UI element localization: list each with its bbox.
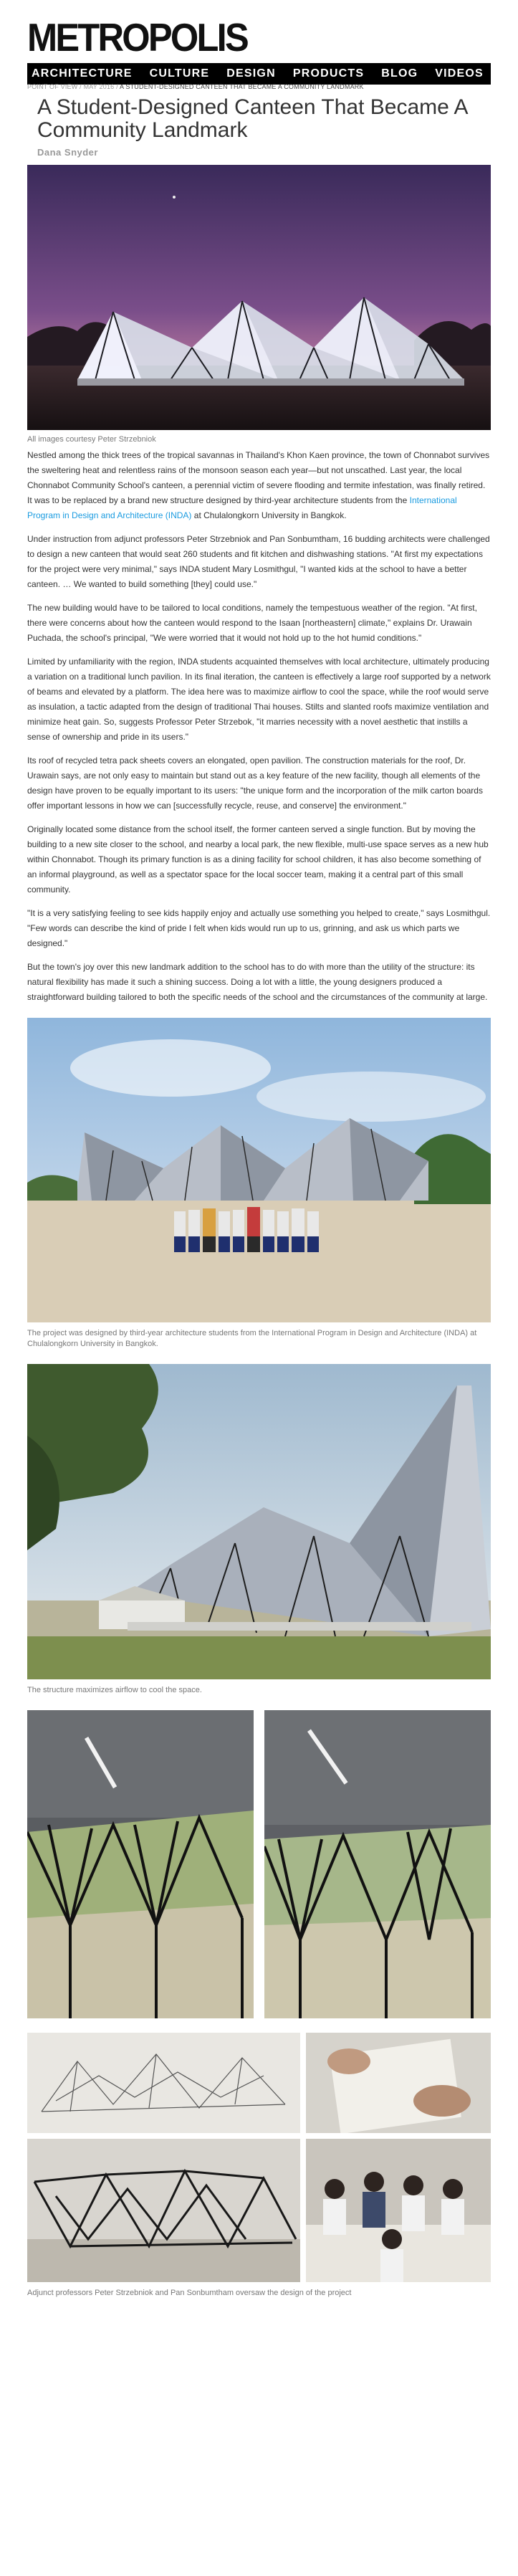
collage-right <box>306 2033 491 2282</box>
breadcrumb-current: A STUDENT-DESIGNED CANTEEN THAT BECAME A COMMUNITY LANDMARK <box>119 83 364 90</box>
paragraph: Its roof of recycled tetra pack sheets covers an elongated, open pavilion. The construction materials for the roof, Dr. Urawain says, are not only easy to maintain but stand out as a key feature of the new facility, though all elements of the design have proven to be equally important to its users: "the unique form and the incorporation of the milk carton boards offer important lessons in how we can [successfully recycle, reuse, and conserve] the environment." <box>27 755 483 811</box>
paragraph: "It is a very satisfying feeling to see kids happily enjoy and actually use something you helped to create," says Losmithgul. "Few words can describe the kind of pride I felt when kids would run up to us, grinning, and ask us which parts we designed." <box>27 908 491 948</box>
collage-left <box>27 2033 300 2282</box>
workshop-photo <box>306 2139 491 2282</box>
site-logo[interactable]: METROPOLIS <box>27 15 247 59</box>
breadcrumb-section[interactable]: POINT OF VIEW <box>27 83 78 90</box>
masthead <box>27 0 491 80</box>
paragraph: Limited by unfamiliarity with the region, INDA students acquainted themselves with local architecture, ultimately producing a variation on a traditional lunch pavilion. In its final iteration, the canteen is effectively a large roof supported by a network of beams and elevated by a platform. The idea here was to maximize airflow to cool the space, while the roof would serve as insulation, a tactic adapted from the design of traditional Thai houses. Stilts and slanted roofs maximize ventilation and minimize heat gain. So, suggests Professor Peter Strzebok, "it marries necessity with a novel aesthetic that instills a sense of ownership and pride in its users." <box>27 657 491 742</box>
article-title: A Student-Designed Canteen That Became A Community Landmark <box>37 95 467 142</box>
model-photo <box>27 2139 300 2282</box>
nav-products[interactable]: PRODUCTS <box>292 67 365 80</box>
paragraph: But the town's joy over this new landmark addition to the school has to do with more than the utility of the structure: its natural flexibility has made it such a shining success. Doing a lot with a little, the young designers produced a straightforward building tailored to both the specific needs of the school and the circumstances of the community at large. <box>27 962 488 1002</box>
interior-photos <box>27 1710 491 2018</box>
drawing-hands-photo <box>306 2033 491 2133</box>
inda-link[interactable]: International Program in Design and Architecture (INDA) <box>27 495 457 520</box>
roof-photo <box>27 1364 491 1679</box>
article-body <box>27 448 491 1005</box>
main-nav <box>27 63 491 85</box>
hero-image <box>27 165 491 430</box>
breadcrumb-sep: / <box>80 83 82 90</box>
hero-caption: All images courtesy Peter Strzebniok <box>27 435 156 444</box>
airflow-caption: The structure maximizes airflow to cool the space. <box>27 1686 202 1694</box>
nav-design[interactable]: DESIGN <box>226 67 276 80</box>
professors-caption: Adjunct professors Peter Strzebniok and Pan Sonbumtham oversaw the design of the project <box>27 2289 352 2297</box>
paragraph: Under instruction from adjunct professors Peter Strzebniok and Pan Sonbumtham, 16 budding architects were challenged to design a new canteen that would seat 260 students and fit kitchen and dishwashing stations. "At first my expectations for the project were very minimal," says INDA student Mary Losmithgul, "I wanted kids at the school to have a better canteen. … We wanted to build something [they] could use." <box>27 534 490 589</box>
interior-photo-left <box>27 1710 254 2018</box>
breadcrumb-sep: / <box>116 83 118 90</box>
breadcrumb-issue[interactable]: MAY 2016 <box>83 83 115 90</box>
nav-blog[interactable]: BLOG <box>381 67 418 80</box>
paragraph: Nestled among the thick trees of the tropical savannas in Thailand's Khon Kaen province, the town of Chonnabot survives the sweltering heat and relentless rains of the monsoon season each year—but not unscathed. Last year, the local Chonnabot Community School's canteen, a perennial victim of severe flooding and termite infestation, was finally retired. It was to be replaced by a brand new structure designed by third-year architecture students from the International Program in Design and Architecture (INDA) at Chulalongkorn University in Bangkok. <box>27 450 490 520</box>
nav-architecture[interactable]: ARCHITECTURE <box>32 67 133 80</box>
process-collage <box>27 2033 491 2282</box>
nav-videos[interactable]: VIDEOS <box>435 67 484 80</box>
students-caption: The project was designed by third-year architecture students from the International Program in Design and Architecture (INDA) at Chulalongkorn University in Bangkok. <box>27 1329 477 1348</box>
sketch-photo <box>27 2033 300 2133</box>
article-author[interactable]: Dana Snyder <box>37 147 98 158</box>
students-photo <box>27 1018 491 1322</box>
breadcrumb <box>27 83 491 90</box>
nav-culture[interactable]: CULTURE <box>149 67 210 80</box>
paragraph: The new building would have to be tailored to local conditions, namely the tempestuous weather of the region. "At first, there were concerns about how the canteen would respond to the Isaan [northeastern] climate," explains Dr. Urawain Puchada, the school's principal, "We were worried that it would not hold up to the hot humid conditions." <box>27 603 477 643</box>
interior-photo-right <box>264 1710 491 2018</box>
paragraph: Originally located some distance from the school itself, the former canteen served a single function. But by moving the building to a new site closer to the school, and nearby a local park, the new flexible, multi-use space serves as a new hub within Chonnabot. Though its primary function is as a dining facility for school children, it has also become something of an informal playground, as well as a spectator space for the local soccer team, making it a central part of this small community. <box>27 824 489 895</box>
